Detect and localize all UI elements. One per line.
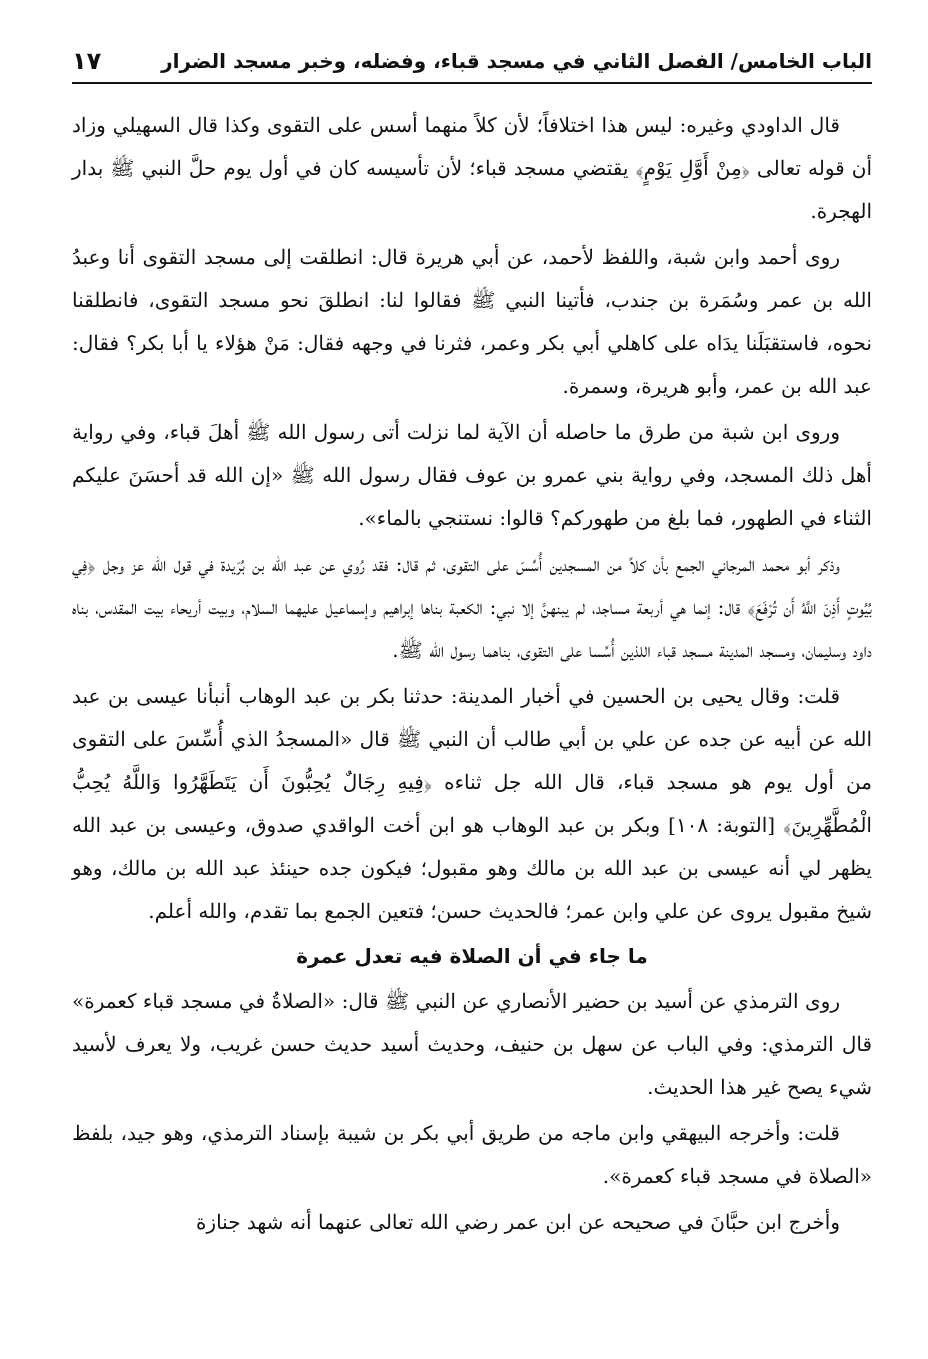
paragraph: وروى ابن شبة من طرق ما حاصله أن الآية لما نزلت أتى رسول الله ﷺ أهلَ قباء، وفي رواية أهل ذلك المسجد، وفي رواية بني عمرو بن عوف فقال رسول الله ﷺ «إن الله قد أحسَنَ عليكم الثناء في الطهور، فما بلغ من طهوركم؟ قالوا: نستنجي بالماء». [72, 420, 872, 530]
section-heading: ما جاء في أن الصلاة فيه تعدل عمرة [296, 944, 648, 968]
paragraph: وأخرج ابن حبَّانَ في صحيحه عن ابن عمر رضي الله تعالى عنهما أنه شهد جنازة [195, 1210, 840, 1234]
paragraph: وذكر أبو محمد المرجاني الجمع بأن كلاً من المسجدين أُسِّسَ على التقوى، ثم قال: فقد رُوي عن عبد الله بن بُرَيدة في قول الله عز وجل ﴿فِي بُيُوتٍ أَذِنَ اللَّهُ أَن تُرْفَعَ﴾ قال: إنما هي أربعة مساجد، لم يبنهنَّ إلا نبي: الكعبة بناها إبراهيم وإسماعيل عليهما السلام، وبيت أريحاء بيت المقدس، بناه داود وسليمان، ومسجد المدينة مسجد قباء اللذين أُسِّسا على التقوى، بناهما رسول الله ﷺ. [72, 552, 872, 662]
paragraph: قلت: وقال يحيى بن الحسين في أخبار المدينة: حدثنا بكر بن عبد الوهاب أنبأنا عيسى بن عبد الله عن أبيه عن جده عن علي بن أبي طالب أن النبي ﷺ قال «المسجدُ الذي أُسِّسَ على التقوى من أول يوم هو مسجد قباء، قال الله جل ثناءه ﴿فِيهِ رِجَالٌ يُحِبُّونَ أَن يَتَطَهَّرُوا وَاللَّهُ يُحِبُّ الْمُطَّهِّرِينَ﴾ [التوبة: ١٠٨] وبكر بن عبد الوهاب هو ابن أخت الواقدي صدوق، وعيسى بن عبد الله يظهر لي أنه عيسى بن عبد الله بن مالك وهو مقبول؛ فيكون جده حينئذ عبد الله بن مالك، وهو شيخ مقبول يروى عن علي وابن عمر؛ فالحديث حسن؛ فتعين الجمع بما تقدم، والله أعلم. [72, 684, 873, 923]
paragraph: روى الترمذي عن أسيد بن حضير الأنصاري عن النبي ﷺ قال: «الصلاةُ في مسجد قباء كعمرة» قال الترمذي: وفي الباب عن سهل بن حنيف، وحديث أسيد حديث حسن غريب، ولا يعرف لأسيد شيء يصح غير هذا الحديث. [72, 989, 872, 1099]
paragraph: روى أحمد وابن شبة، واللفظ لأحمد، عن أبي هريرة قال: انطلقت إلى مسجد التقوى أنا وعبدُ الله بن عمر وسُمَرة بن جندب، فأتينا النبي ﷺ فقالوا لنا: انطلقَ نحو مسجد التقوى، فانطلقنا نحوه، فاستقبَلَنا يدَاه على كاهلي أبي بكر وعمر، فثرنا في وجهه فقال: مَنْ هؤلاء يا أبا بكر؟ فقال: عبد الله بن عمر، وأبو هريرة، وسمرة. [72, 245, 872, 398]
paragraph: قلت: وأخرجه البيهقي وابن ماجه من طريق أبي بكر بن شيبة بإسناد الترمذي، وهو جيد، بلفظ «الصلاة في مسجد قباء كعمرة». [72, 1121, 872, 1188]
page-number: ١٧ [72, 47, 102, 75]
chapter-title: الباب الخامس/ الفصل الثاني في مسجد قباء، وفضله، وخبر مسجد الضرار [161, 49, 872, 73]
running-header [72, 34, 872, 84]
body-text [72, 104, 872, 1244]
paragraph: قال الداودي وغيره: ليس هذا اختلافاً؛ لأن كلاً منهما أسس على التقوى وكذا قال السهيلي وزاد أن قوله تعالى ﴿مِنْ أَوَّلِ يَوْمٍ﴾ يقتضي مسجد قباء؛ لأن تأسيسه كان في أول يوم حلَّ النبي ﷺ بدار الهجرة. [72, 113, 872, 223]
